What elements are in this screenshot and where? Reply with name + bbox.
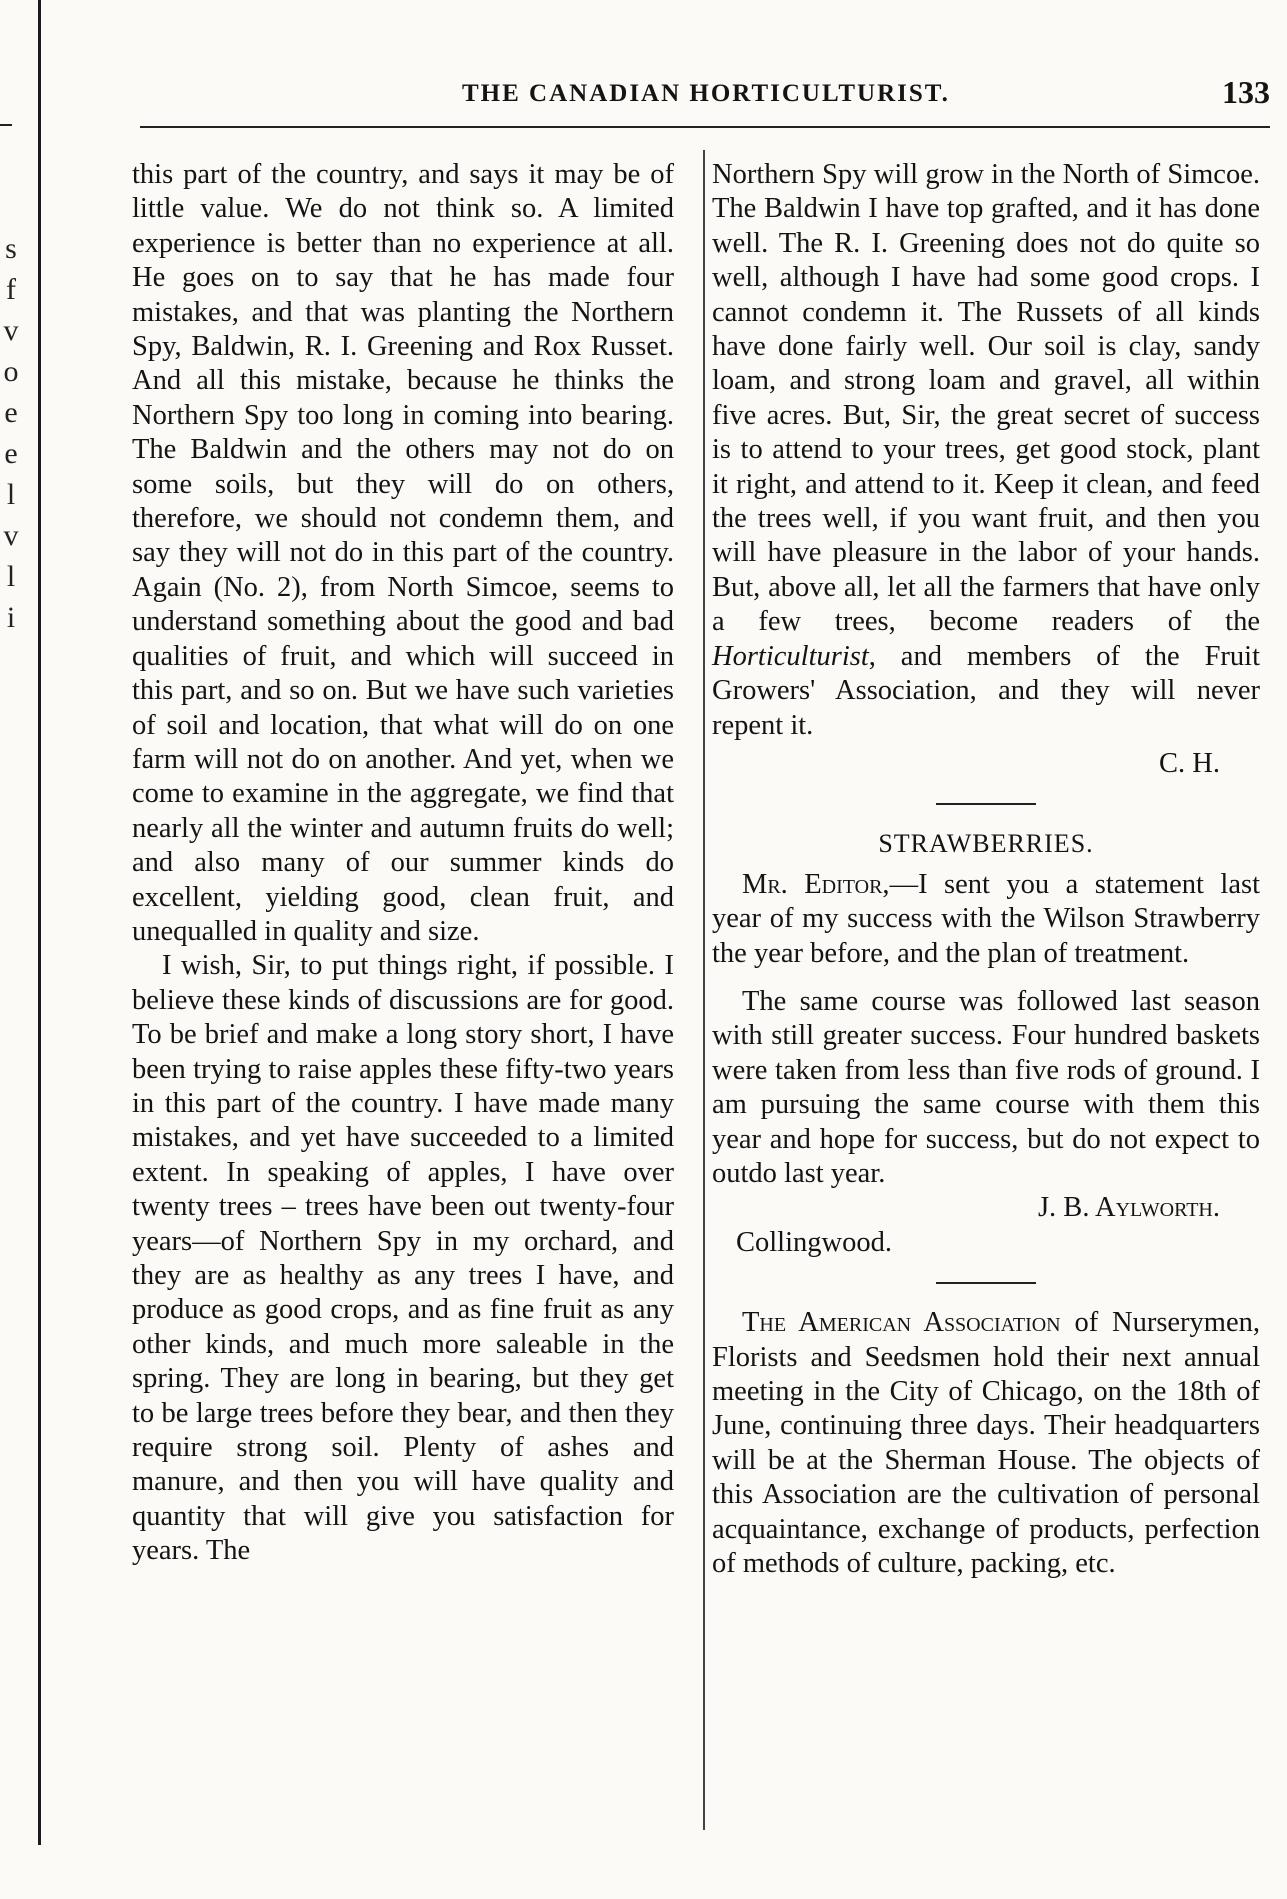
paragraph-apples: I wish, Sir, to put things right, if possible. I believe these kinds of discussions are for good. To be brief and make a long story short, I have been trying to raise apples these fifty-two years in this part of the country. I have made many mistakes, and yet have succeeded to a limited extent. In speaking of apples, I have over twenty trees – trees have been out twenty-four years—of Northern Spy in my orchard, and they are as healthy as any trees I have, and produce as good crops, and as fine fruit as any other kinds, and much more saleable in the spring. They are long in bearing, but they get to be large trees before they bear, and then they require strong soil. Plenty of ashes and manure, and then you will have quality and quantity that will give you satisfaction for years. The bbox=[132, 950, 674, 1567]
signature-ch: C. H. bbox=[1159, 747, 1220, 779]
margin-fragment: o bbox=[3, 355, 19, 388]
paragraph-gap bbox=[712, 971, 1260, 985]
margin-fragment: v bbox=[3, 519, 19, 552]
margin-fragments bbox=[0, 228, 22, 638]
section-rule-2 bbox=[936, 1282, 1036, 1284]
association-text: of Nurserymen, Florists and Seedsmen hold their next annual meeting in the City of Chicago, on the 18th of June, continuing three days. Their headquarters will be at the Sherman House. The objects of this Association are the cultivation of personal acquaintance, exchange of products, perfection of methods of culture, packing, etc. bbox=[712, 1307, 1260, 1580]
association-lead: The American Association bbox=[742, 1307, 1061, 1339]
margin-fragment: i bbox=[6, 601, 16, 634]
paragraph-strawberries-result: The same course was followed last season with still greater success. Four hundred baskets were taken from less than five rods of ground. I am pursuing the same course with them this year and hope for success, but do not expect to outdo last year. bbox=[712, 985, 1260, 1189]
section-heading-strawberries: STRAWBERRIES. bbox=[878, 829, 1094, 859]
left-column bbox=[132, 158, 674, 1569]
margin-fragment: l bbox=[6, 478, 16, 511]
closing-text: Northern Spy will grow in the North of Simcoe. The Baldwin I have top grafted, and it has done well. The R. I. Greening does not do quite so well, although I have had some good crops. I cannot condemn it. The Russets of all kinds have done fairly well. Our soil is clay, sandy loam, and strong loam and gravel, all within five acres. But, Sir, the great secret of success is to attend to your trees, get good stock, plant it right, and attend to it. Keep it clean, and feed the trees well, if you want fruit, and then you will have pleasure in the labor of your hands. But, above all, let all the farmers that have only a few trees, become readers of the bbox=[712, 159, 1260, 638]
place-name: Collingwood. bbox=[736, 1226, 892, 1258]
margin-fragment: e bbox=[4, 396, 18, 429]
paragraph-association bbox=[712, 1306, 1260, 1581]
salutation: Mr. Editor, bbox=[742, 868, 890, 900]
header-rule bbox=[140, 126, 1270, 128]
letter-text: —I sent you a statement last year of my success with the Wilson Strawberry the year before, and the plan of treatment. bbox=[712, 868, 1260, 969]
paragraph-closing bbox=[712, 158, 1260, 743]
margin-tick bbox=[0, 124, 12, 126]
margin-fragment: e bbox=[4, 437, 18, 470]
signature-aylworth: J. B. Aylworth. bbox=[1037, 1192, 1220, 1224]
binding-rule bbox=[38, 0, 41, 1845]
paragraph-strawberries-letter bbox=[712, 868, 1260, 971]
margin-fragment: v bbox=[3, 314, 19, 347]
margin-fragment: f bbox=[6, 273, 16, 306]
paragraph-continued: this part of the country, and says it may be of little value. We do not think so. A limited experience is better than no experience at all. He goes on to say that he has made four mistakes, and that was planting the Northern Spy, Baldwin, R. I. Greening and Rox Russet. And all this mistake, because he thinks the Northern Spy too long in coming into bearing. The Baldwin and the others may not do on some soils, but they will do on others, therefore, we should not condemn them, and say they will not do in this part of the country. Again (No. 2), from North Simcoe, seems to understand something about the good and bad qualities of fruit, and which will succeed in this part, and so on. But we have such varieties of soil and location, that what will do on one farm will not do on another. And yet, when we come to examine in the aggregate, we find that nearly all the winter and autumn fruits do well; and also many of our summer kinds do excellent, yielding good, clean fruit, and unequalled in quality and size. bbox=[132, 159, 674, 947]
section-rule bbox=[936, 803, 1036, 805]
magazine-title: Horticulturist bbox=[712, 640, 869, 672]
page-header bbox=[140, 74, 1270, 128]
page-number: 133 bbox=[1222, 74, 1270, 110]
right-column bbox=[712, 158, 1260, 1581]
margin-fragment: s bbox=[5, 232, 17, 265]
column-divider bbox=[703, 150, 705, 1830]
closing-text-end: , and members of the Fruit Growers' Association, and they will never repent it. bbox=[712, 640, 1260, 741]
running-title: THE CANADIAN HORTICULTURIST. bbox=[462, 80, 950, 107]
margin-fragment: l bbox=[6, 560, 16, 593]
